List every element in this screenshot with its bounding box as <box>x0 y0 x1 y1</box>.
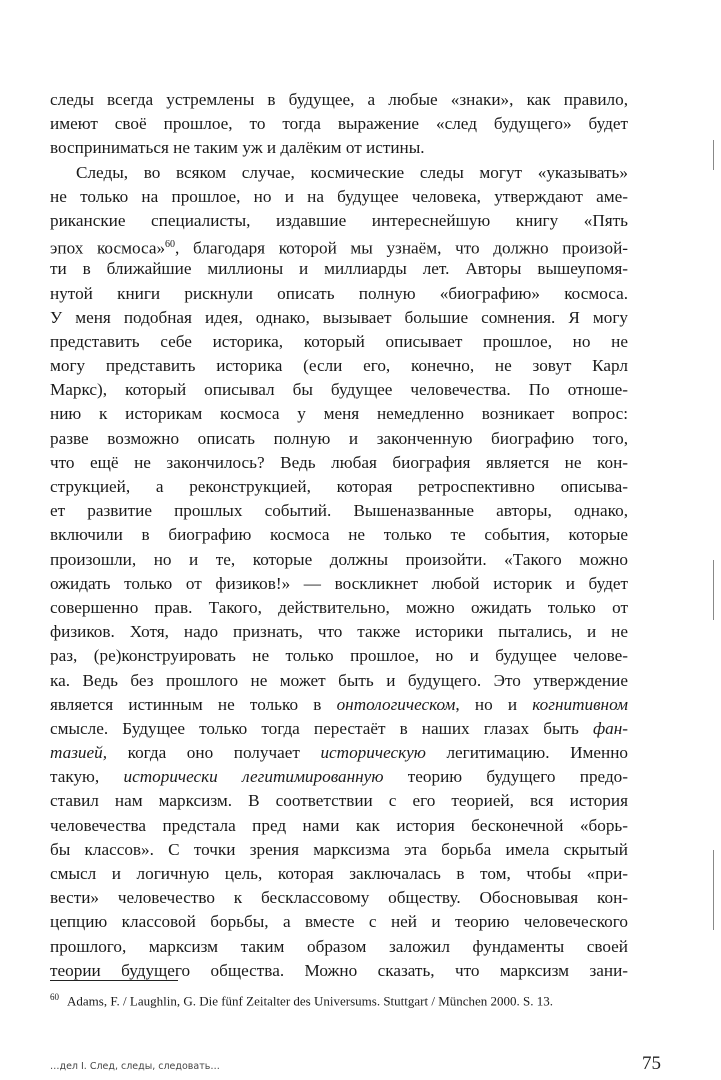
text-line: не только на прошлое, но и на будущее человека, утверждают аме- <box>50 186 628 206</box>
text-line: смысл и логичную цель, которая заключалась в том, чтобы «при- <box>50 864 628 883</box>
line-text: эпох космоса» <box>50 238 166 258</box>
text-line: раз, (ре)конструировать не только прошлое, но и будущее челове- <box>50 646 628 666</box>
footnote <box>50 988 650 1010</box>
text-line: могу представить историка (если его, конечно, не зовут Карл <box>50 356 628 376</box>
italic-text: тазией, <box>50 743 108 763</box>
footnote-text: Adams, F. / Laughlin, G. Die fünf Zeitalter des Universums. Stuttgart / München 2000. S. 13. <box>67 993 554 1009</box>
text-line: прошлого, марксизм таким образом заложил фундаменты своей <box>50 936 628 956</box>
text-line: совершенно прав. Такого, действительно, можно ожидать только от <box>50 597 628 617</box>
italic-text: фан- <box>592 718 628 738</box>
text-line: восприниматься не таким уж и далёким от истины. <box>50 138 425 158</box>
margin-line <box>713 140 714 170</box>
text-line: представить себе историка, который описывает прошлое, но не <box>50 331 628 351</box>
page-number: 75 <box>642 1053 661 1074</box>
line-text: когда оно получает <box>107 743 321 763</box>
text-line: что ещё не закончилось? Ведь любая биография является не кон- <box>50 452 628 472</box>
margin-line <box>713 560 714 620</box>
text-line: разве возможно описать полную и законченную биографию того, <box>50 428 628 448</box>
text-line: ти в ближайшие миллионы и миллиарды лет. Авторы вышеупомя- <box>50 259 628 279</box>
italic-text: исторически легитимированную <box>123 767 384 787</box>
footnote-number: 60 <box>50 992 59 1002</box>
text-line <box>50 233 628 257</box>
text-line: физиков. Хотя, надо признать, что также историки пытались, и не <box>50 622 628 642</box>
line-text: смысле. Будущее только тогда перестаёт в наших глазах быть <box>50 718 593 738</box>
text-line: У меня подобная идея, однако, вызывает большие сомнения. Я могу <box>50 307 628 327</box>
text-line: бы классов». С точки зрения марксизма эта борьба имела скрытый <box>50 839 628 859</box>
text-line: нутой книги рискнули описать полную «биографию» космоса. <box>50 283 628 303</box>
italic-text: когнитивном <box>532 694 628 714</box>
italic-text: онтологическом <box>336 694 456 714</box>
line-text: , благодаря которой мы узнаём, что должно произой- <box>175 238 628 258</box>
text-line: вести» человечество к бесклассовому обществу. Обосновывая кон- <box>50 888 628 908</box>
line-text: является истинным не только в <box>50 694 337 714</box>
text-line: ет развитие прошлых событий. Вышеназванные авторы, однако, <box>50 501 628 521</box>
text-line <box>50 765 628 789</box>
text-line: имеют своё прошлое, то тогда выражение «след будущего» будет <box>50 114 628 134</box>
text-line: Маркс), который описывал бы будущее человечества. По отноше- <box>50 380 628 400</box>
margin-line <box>713 850 714 930</box>
line-text: теорию будущего предо- <box>383 767 628 787</box>
text-line: ка. Ведь без прошлого не может быть и будущего. Это утверждение <box>50 670 628 690</box>
text-line: риканские специалисты, издавшие интереснейшую книгу «Пять <box>50 210 628 230</box>
text-line: струкцией, а реконструкцией, которая ретроспективно описыва- <box>50 477 628 496</box>
text-line: теории будущего общества. Можно сказать, что марксизм зани- <box>50 960 628 980</box>
running-head: …дел I. След, следы, следовать… <box>50 1061 220 1072</box>
text-line: человечества предстала пред нами как история бесконечной «борь- <box>50 815 628 835</box>
text-line <box>50 717 628 741</box>
text-line: включили в биографию космоса не только те события, которые <box>50 525 628 545</box>
text-line: ставил нам марксизм. В соответствии с его теорией, вся история <box>50 791 628 811</box>
italic-text: историческую <box>320 743 426 763</box>
text-line: следы всегда устремлены в будущее, а любые «знаки», как правило, <box>50 90 628 109</box>
text-line: ожидать только от физиков!» — воскликнет любой историк и будет <box>50 573 628 593</box>
text-line <box>50 693 628 717</box>
text-line <box>50 741 628 765</box>
line-text: , но и <box>455 694 533 714</box>
line-text: легитимацию. Именно <box>425 743 628 763</box>
text-line: Следы, во всяком случае, космические следы могут «указывать» <box>76 162 628 182</box>
line-text: такую, <box>50 767 124 787</box>
footnote-divider <box>50 980 178 981</box>
text-line: произошли, но и те, которые должны произойти. «Такого можно <box>50 549 628 569</box>
text-line: цепцию классовой борьбы, а вместе с ней и теорию человеческого <box>50 912 628 932</box>
text-line: нию к историкам космоса у меня немедленно возникает вопрос: <box>50 404 628 424</box>
body-text <box>50 88 628 983</box>
footnote-reference: 60 <box>165 239 176 251</box>
